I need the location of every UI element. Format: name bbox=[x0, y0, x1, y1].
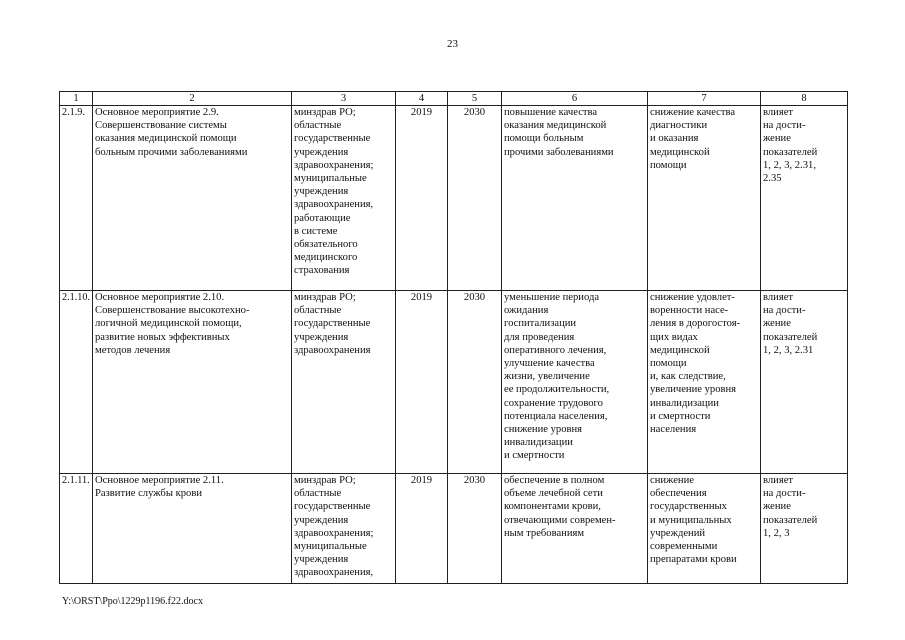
expected-result: повышение качества оказания медицинской помощи больным прочими заболеваниями bbox=[502, 106, 648, 291]
indicator-link: влияет на дости- жение показателей 1, 2, 3, 2.31 bbox=[761, 291, 848, 474]
start-year: 2019 bbox=[396, 474, 448, 584]
table-row bbox=[60, 291, 848, 474]
measure-name: Основное мероприятие 2.9. Совершенствование системы оказания медицинской помощи больным прочими заболеваниями bbox=[93, 106, 292, 291]
consequence: снижение обеспечения государственных и муниципальных учреждений современными препаратами крови bbox=[648, 474, 761, 584]
header-cell-8: 8 bbox=[761, 92, 848, 106]
measure-name: Основное мероприятие 2.10. Совершенствование высокотехно- логичной медицинской помощи, развитие новых эффективных методов лечения bbox=[93, 291, 292, 474]
row-number: 2.1.9. bbox=[60, 106, 93, 291]
table-row bbox=[60, 474, 848, 584]
end-year: 2030 bbox=[448, 106, 502, 291]
consequence: снижение качества диагностики и оказания медицинской помощи bbox=[648, 106, 761, 291]
header-cell-7: 7 bbox=[648, 92, 761, 106]
executor: минздрав РО; областные государственные учреждения здравоохранения; муниципальные учреждения здравоохранения, bbox=[292, 474, 396, 584]
header-cell-6: 6 bbox=[502, 92, 648, 106]
expected-result: обеспечение в полном объеме лечебной сети компонентами крови, отвечающими современ- ным требованиям bbox=[502, 474, 648, 584]
header-cell-4: 4 bbox=[396, 92, 448, 106]
row-number: 2.1.11. bbox=[60, 474, 93, 584]
start-year: 2019 bbox=[396, 106, 448, 291]
row-number: 2.1.10. bbox=[60, 291, 93, 474]
executor: минздрав РО; областные государственные учреждения здравоохранения; муниципальные учреждения здравоохранения, работающие в системе обязательного медицинского страхования bbox=[292, 106, 396, 291]
header-cell-2: 2 bbox=[93, 92, 292, 106]
header-row bbox=[60, 92, 848, 106]
measures-table bbox=[59, 91, 848, 584]
header-cell-1: 1 bbox=[60, 92, 93, 106]
header-cell-3: 3 bbox=[292, 92, 396, 106]
consequence: снижение удовлет- воренности насе- ления в дорогостоя- щих видах медицинской помощи и, как следствие, увеличение уровня инвалидизации и смертности населения bbox=[648, 291, 761, 474]
page-number: 23 bbox=[447, 38, 458, 50]
end-year: 2030 bbox=[448, 291, 502, 474]
end-year: 2030 bbox=[448, 474, 502, 584]
indicator-link: влияет на дости- жение показателей 1, 2, 3, 2.31, 2.35 bbox=[761, 106, 848, 291]
measure-name: Основное мероприятие 2.11. Развитие службы крови bbox=[93, 474, 292, 584]
table-row bbox=[60, 106, 848, 291]
header-cell-5: 5 bbox=[448, 92, 502, 106]
executor: минздрав РО; областные государственные учреждения здравоохранения bbox=[292, 291, 396, 474]
start-year: 2019 bbox=[396, 291, 448, 474]
file-path-footer: Y:\ORST\Ppo\1229p1196.f22.docx bbox=[62, 596, 203, 607]
indicator-link: влияет на дости- жение показателей 1, 2, 3 bbox=[761, 474, 848, 584]
expected-result: уменьшение периода ожидания госпитализации для проведения оперативного лечения, улучшение качества жизни, увеличение ее продолжительности, сохранение трудового потенциала населения, снижение уровня инвалидизации и смертности bbox=[502, 291, 648, 474]
